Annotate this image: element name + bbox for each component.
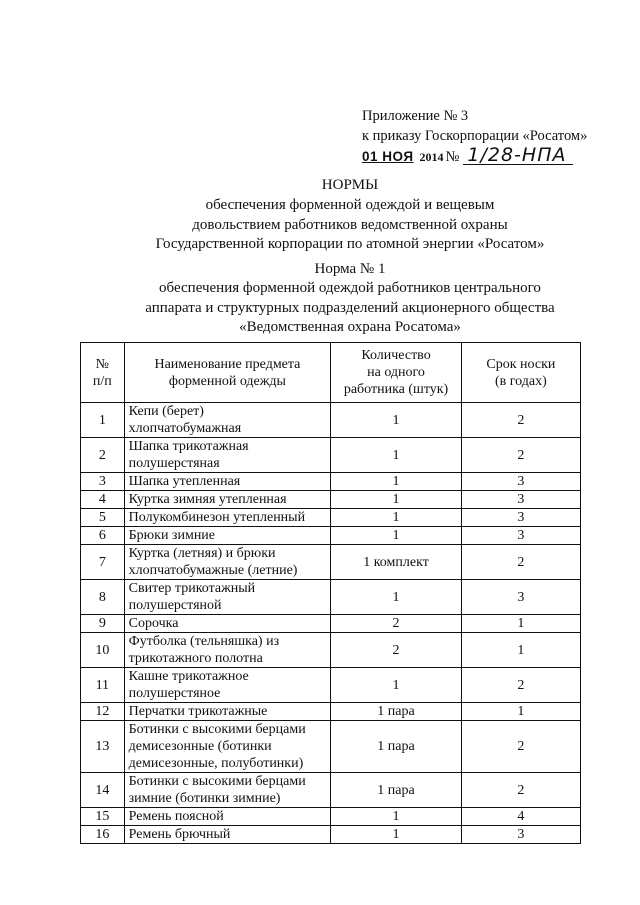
item-name: Шапка трикотажная полушерстяная [124, 438, 331, 473]
item-wear-term: 1 [461, 615, 580, 633]
item-name: Сорочка [124, 615, 331, 633]
item-name: Кепи (берет) хлопчатобумажная [124, 403, 331, 438]
norm-title: Норма № 1 [314, 261, 386, 277]
item-name: Ремень поясной [124, 808, 331, 826]
table-row [81, 826, 581, 844]
item-wear-term: 2 [461, 773, 580, 808]
item-wear-term: 3 [461, 473, 580, 491]
order-date-stamp: 01 НОЯ [362, 149, 414, 164]
table-row [81, 808, 581, 826]
item-quantity: 1 пара [331, 721, 462, 773]
header-wear-term: Срок носки (в годах) [461, 343, 580, 403]
item-quantity: 1 [331, 438, 462, 473]
annex-order-reference: к приказу Госкорпорации «Росатом» [362, 128, 588, 144]
table-row [81, 615, 581, 633]
item-quantity: 1 [331, 527, 462, 545]
item-name: Ремень брючный [124, 826, 331, 844]
table-row [81, 509, 581, 527]
item-wear-term: 2 [461, 721, 580, 773]
item-name: Ботинки с высокими берцами демисезонные (ботинки демисезонные, полуботинки) [124, 721, 331, 773]
item-quantity: 1 [331, 808, 462, 826]
header-quantity: Количество на одного работника (штук) [331, 343, 462, 403]
row-number: 14 [81, 773, 125, 808]
table-row [81, 545, 581, 580]
item-wear-term: 3 [461, 580, 580, 615]
item-wear-term: 2 [461, 438, 580, 473]
item-name: Брюки зимние [124, 527, 331, 545]
item-name: Ботинки с высокими берцами зимние (ботинки зимние) [124, 773, 331, 808]
item-quantity: 1 [331, 826, 462, 844]
table-row [81, 438, 581, 473]
row-number: 10 [81, 633, 125, 668]
row-number: 6 [81, 527, 125, 545]
table-row [81, 527, 581, 545]
item-quantity: 1 [331, 509, 462, 527]
norms-table [80, 342, 581, 844]
table-row [81, 633, 581, 668]
subtitle-line: обеспечения форменной одеждой и вещевым [205, 197, 495, 213]
item-name: Свитер трикотажный полушерстяной [124, 580, 331, 615]
table-row [81, 721, 581, 773]
table-row [81, 668, 581, 703]
table-row [81, 403, 581, 438]
order-date-number [362, 146, 587, 167]
item-name: Куртка (летняя) и брюки хлопчатобумажные (летние) [124, 545, 331, 580]
item-name: Перчатки трикотажные [124, 703, 331, 721]
order-year: 2014 [419, 150, 444, 164]
row-number: 11 [81, 668, 125, 703]
row-number: 1 [81, 403, 125, 438]
item-wear-term: 3 [461, 826, 580, 844]
row-number: 13 [81, 721, 125, 773]
row-number: 2 [81, 438, 125, 473]
table-row [81, 773, 581, 808]
order-number-label: № [445, 149, 460, 165]
row-number: 8 [81, 580, 125, 615]
item-quantity: 1 [331, 668, 462, 703]
item-wear-term: 3 [461, 491, 580, 509]
item-quantity: 1 [331, 473, 462, 491]
annex-line: Приложение № 3 [362, 108, 469, 124]
table-row [81, 703, 581, 721]
table-row [81, 473, 581, 491]
header-number: № п/п [81, 343, 125, 403]
item-wear-term: 3 [461, 509, 580, 527]
item-quantity: 2 [331, 615, 462, 633]
row-number: 3 [81, 473, 125, 491]
row-number: 16 [81, 826, 125, 844]
norm-subtitle-line: обеспечения форменной одеждой работников центрального [159, 280, 541, 296]
annex-block [362, 106, 587, 167]
table-body [81, 403, 581, 844]
row-number: 9 [81, 615, 125, 633]
subtitle-line: Государственной корпорации по атомной энергии «Росатом» [155, 236, 545, 252]
item-wear-term: 1 [461, 633, 580, 668]
norm-subtitle-line: «Ведомственная охрана Росатома» [239, 319, 461, 335]
item-quantity: 2 [331, 633, 462, 668]
row-number: 5 [81, 509, 125, 527]
row-number: 4 [81, 491, 125, 509]
item-quantity: 1 пара [331, 773, 462, 808]
table-row [81, 491, 581, 509]
row-number: 15 [81, 808, 125, 826]
item-name: Шапка утепленная [124, 473, 331, 491]
table-header-row [81, 343, 581, 403]
item-quantity: 1 [331, 580, 462, 615]
item-wear-term: 4 [461, 808, 580, 826]
item-quantity: 1 [331, 491, 462, 509]
subtitle-line: довольствием работников ведомственной охраны [192, 216, 508, 233]
item-name: Полукомбинезон утепленный [124, 509, 331, 527]
document-subtitle [40, 196, 640, 255]
document-title: НОРМЫ [321, 177, 379, 193]
item-wear-term: 2 [461, 545, 580, 580]
item-quantity: 1 [331, 403, 462, 438]
item-quantity: 1 комплект [331, 545, 462, 580]
item-quantity: 1 пара [331, 703, 462, 721]
item-wear-term: 1 [461, 703, 580, 721]
table-row [81, 580, 581, 615]
item-name: Футболка (тельняшка) из трикотажного полотна [124, 633, 331, 668]
item-wear-term: 2 [461, 403, 580, 438]
item-wear-term: 3 [461, 527, 580, 545]
norm-subtitle [40, 279, 640, 338]
norm-subtitle-line: аппарата и структурных подразделений акционерного общества [145, 299, 555, 316]
order-number-handwritten: 1/28-НПА [463, 146, 572, 165]
item-name: Куртка зимняя утепленная [124, 491, 331, 509]
item-wear-term: 2 [461, 668, 580, 703]
row-number: 12 [81, 703, 125, 721]
row-number: 7 [81, 545, 125, 580]
header-item-name: Наименование предмета форменной одежды [124, 343, 331, 403]
item-name: Кашне трикотажное полушерстяное [124, 668, 331, 703]
